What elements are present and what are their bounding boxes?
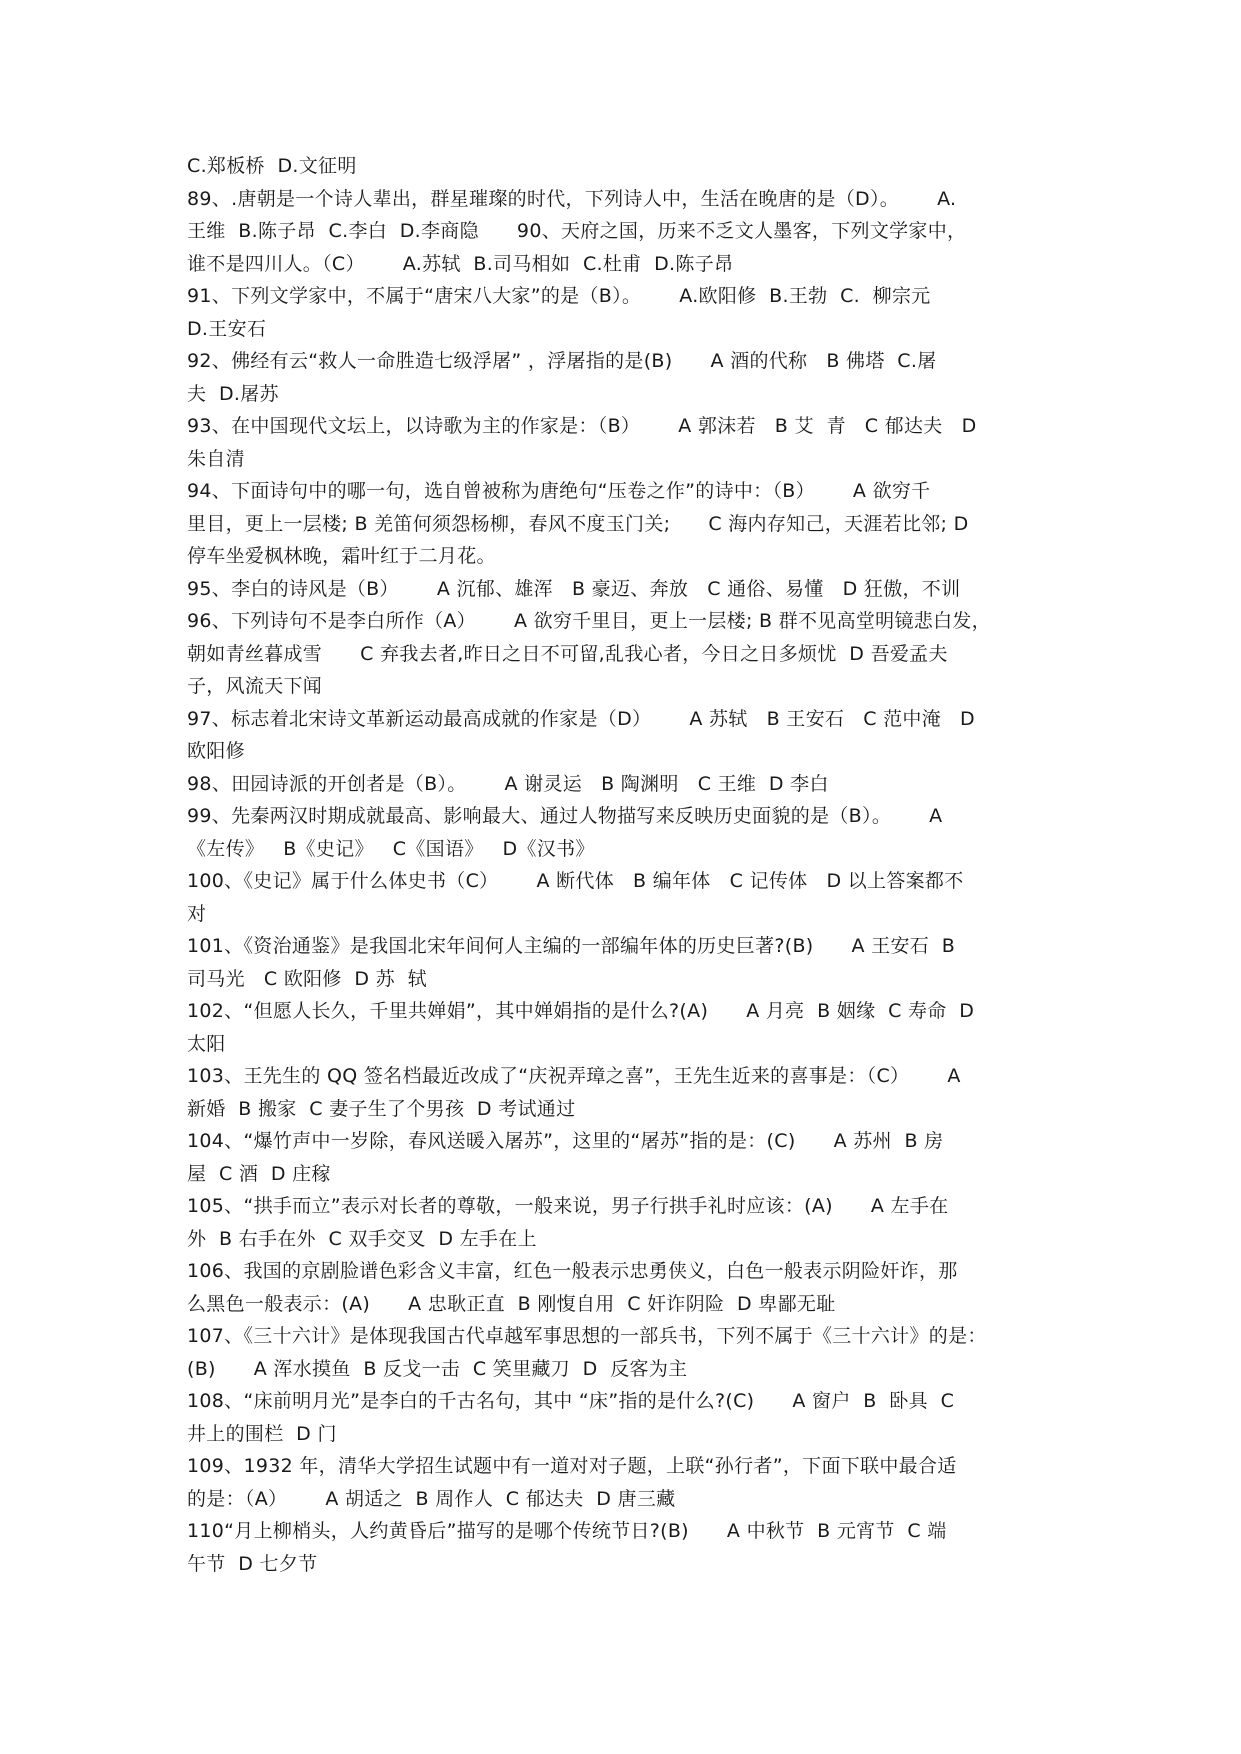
text-line: 108、“床前明月光”是李白的千古名句，其中 “床”指的是什么?(C) A 窗户 B 卧具 C — [187, 1390, 955, 1412]
text-line: 午节 D 七夕节 — [187, 1552, 318, 1575]
text-line: 92、佛经有云“救人一命胜造七级浮屠” ，浮屠指的是(B) A 酒的代称 B 佛塔 C.屠 — [187, 350, 937, 372]
text-line: D.王安石 — [187, 317, 267, 340]
text-line: 89、.唐朝是一个诗人辈出，群星璀璨的时代，下列诗人中，生活在晚唐的是（D）。 A. — [187, 187, 957, 210]
text-line: 104、“爆竹声中一岁除，春风送暖入屠苏”，这里的“屠苏”指的是：(C) A 苏州 B 房 — [187, 1130, 944, 1152]
text-line: 105、“拱手而立”表示对长者的尊敬，一般来说，男子行拱手礼时应该：(A) A 左手在 — [187, 1195, 949, 1217]
text-line: 夫 D.屠苏 — [187, 382, 279, 405]
text-line: 里目，更上一层楼; B 羌笛何须怨杨柳，春风不度玉门关; C 海内存知己，天涯若比邻; D — [187, 512, 969, 535]
text-line: 太阳 — [187, 1032, 226, 1055]
text-line: 王维 B.陈子昂 C.李白 D.李商隐 90、天府之国，历来不乏文人墨客，下列文学家中， — [187, 220, 967, 242]
text-line: 停车坐爱枫林晚，霜叶红于二月花。 — [187, 545, 496, 567]
text-line: 106、我国的京剧脸谱色彩含义丰富，红色一般表示忠勇侠义，白色一般表示阴险奸诈，那 — [187, 1260, 958, 1282]
text-line: 102、“但愿人长久，千里共婵娟”，其中婵娟指的是什么?(A) A 月亮 B 姻缘 C 寿命 D — [187, 1000, 975, 1022]
text-line: 朝如青丝暮成雪 C 弃我去者,昨日之日不可留,乱我心者，今日之日多烦忧 D 吾爱孟夫 — [187, 642, 948, 665]
text-line: 屋 C 酒 D 庄稼 — [187, 1162, 331, 1185]
text-line: 95、李白的诗风是（B） A 沉郁、雄浑 B 豪迈、奔放 C 通俗、易懂 D 狂傲，不训 — [187, 577, 961, 600]
text-line: 朱自清 — [187, 447, 245, 470]
text-line: 么黑色一般表示：(A) A 忠耿正直 B 刚愎自用 C 奸诈阴险 D 卑鄙无耻 — [187, 1292, 836, 1315]
text-line: 109、1932 年，清华大学招生试题中有一道对对子题，上联“孙行者”，下面下联中最合适 — [187, 1455, 957, 1477]
text-line: 对 — [187, 902, 207, 925]
text-line: 96、下列诗句不是李白所作（A） A 欲穷千里目，更上一层楼; B 群不见高堂明镜悲白发， — [187, 610, 991, 632]
text-line: 91、下列文学家中，不属于“唐宋八大家”的是（B）。 A.欧阳修 B.王勃 C. 柳宗元 — [187, 285, 931, 307]
text-line: 谁不是四川人。（C） A.苏轼 B.司马相如 C.杜甫 D.陈子昂 — [187, 252, 734, 275]
text-line: 101、《资治通鉴》是我国北宋年间何人主编的一部编年体的历史巨著?(B) A 王安石 B — [187, 935, 956, 957]
text-line: 98、田园诗派的开创者是（B）。 A 谢灵运 B 陶渊明 C 王维 D 李白 — [187, 772, 829, 795]
text-line: 《左传》 B《史记》 C《国语》 D《汉书》 — [187, 837, 595, 860]
text-line: 100、《史记》属于什么体史书（C） A 断代体 B 编年体 C 记传体 D 以上答案都不 — [187, 870, 964, 892]
document-body — [187, 150, 1057, 1580]
text-line: 外 B 右手在外 C 双手交叉 D 左手在上 — [187, 1227, 537, 1250]
text-line: (B) A 浑水摸鱼 B 反戈一击 C 笑里藏刀 D 反客为主 — [187, 1357, 688, 1380]
text-line: 107、《三十六计》是体现我国古代卓越军事思想的一部兵书，下列不属于《三十六计》的是： — [187, 1325, 987, 1347]
text-line: 新婚 B 搬家 C 妻子生了个男孩 D 考试通过 — [187, 1097, 576, 1120]
text-line: 97、标志着北宋诗文革新运动最高成就的作家是（D） A 苏轼 B 王安石 C 范中淹 D — [187, 707, 975, 730]
text-line: C.郑板桥 D.文征明 — [187, 155, 357, 177]
text-line: 94、下面诗句中的哪一句，选自曾被称为唐绝句“压卷之作”的诗中：（B） A 欲穷千 — [187, 480, 931, 502]
text-line: 子，风流天下闻 — [187, 675, 323, 697]
text-line: 93、在中国现代文坛上，以诗歌为主的作家是：（B） A 郭沫若 B 艾 青 C 郁达夫 D — [187, 415, 977, 437]
text-line: 103、王先生的 QQ 签名档最近改成了“庆祝弄璋之喜”，王先生近来的喜事是：（C） A — [187, 1065, 961, 1087]
text-line: 99、先秦两汉时期成就最高、影响最大、通过人物描写来反映历史面貌的是（B）。 A — [187, 805, 943, 827]
text-line: 欧阳修 — [187, 740, 245, 762]
text-line: 的是：（A） A 胡适之 B 周作人 C 郁达夫 D 唐三藏 — [187, 1487, 676, 1510]
text-line: 司马光 C 欧阳修 D 苏 轼 — [187, 967, 427, 990]
text-line: 110“月上柳梢头，人约黄昏后”描写的是哪个传统节日?(B) A 中秋节 B 元宵节 C 端 — [187, 1520, 947, 1542]
text-line: 井上的围栏 D 门 — [187, 1422, 337, 1445]
